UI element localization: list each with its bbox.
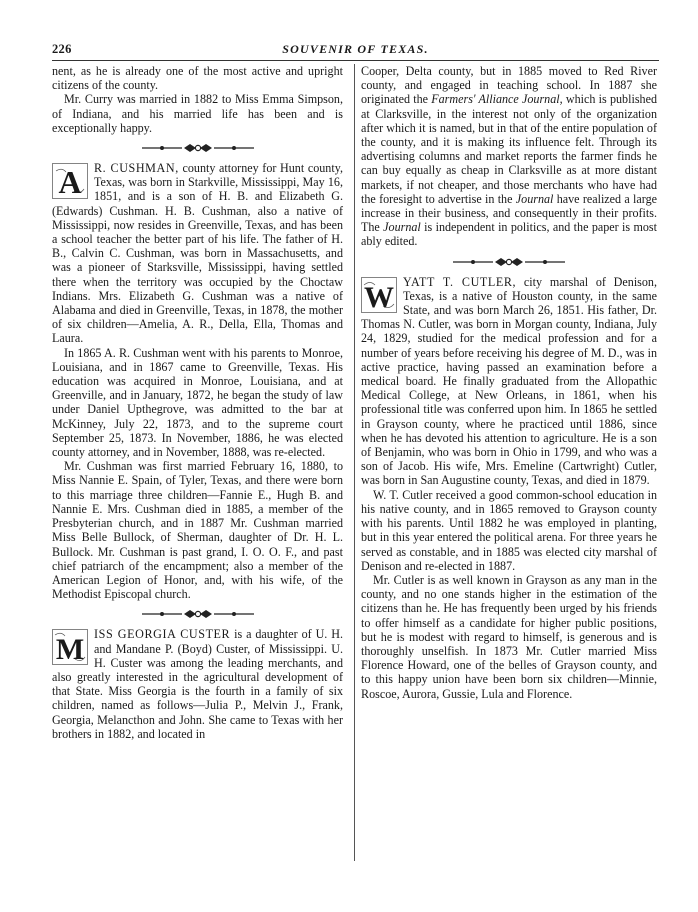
- cutler-name: YATT T. CUTLER,: [403, 274, 517, 289]
- drop-cap-w: [361, 277, 397, 313]
- cutler-paragraph-1: YATT T. CUTLER, city marshal of Denison, Texas, is a native of Houston county, in the same State, and was born March 26, 1851. His father, Dr. Thomas N. Cutler, was born in Morgan county, Indiana, July 24, 1829, studied for the medical profession and for a number of years before receiving his degree of M. D., was in active practice, having passed an examination before a medical board. He finally graduated from the Allopathic Medical College, at New Orleans, in 1861, when his professional title was conferred upon him. In 1865 he settled in Grayson county, where he practiced until 1886, since when he has devoted his attention to agriculture. He is a son of Benjamin, who was born in Ohio in 1799, and who was a son of Jacob. His wife, Mrs. Emeline (Cartwright) Cutler, was born in San Augustine county, Texas, and died in 1879.: [361, 274, 658, 488]
- section-ornament: [52, 135, 343, 161]
- right-column: [361, 64, 657, 701]
- svg-text:A: A: [58, 164, 82, 200]
- section-ornament: [361, 249, 657, 275]
- drop-cap-m: [52, 629, 88, 665]
- journal-title: Farmers' Alliance Journal,: [431, 92, 563, 107]
- header-rule: [52, 60, 659, 61]
- svg-text:M: M: [55, 633, 85, 666]
- running-title: SOUVENIR OF TEXAS.: [282, 42, 429, 56]
- ornament-divider-icon: [449, 257, 569, 267]
- ornamental-initial-icon: [52, 629, 88, 665]
- cutler-paragraph-2: W. T. Cutler received a good common-school education in his native county, and in 1865 removed to Grayson county with his parents. Until 1882 he was employed in planting, but in this year entered the political arena. For three years he served as constable, and in 1885 was elected city marshal of Denison and re-elected in 1887.: [361, 487, 657, 573]
- page-number: 226: [52, 42, 72, 56]
- continuation-paragraph: nent, as he is already one of the most active and upright citizens of the county.: [52, 64, 343, 93]
- column-rule: [354, 64, 355, 861]
- cushman-name: R. CUSHMAN,: [94, 161, 179, 176]
- custer-continuation: Cooper, Delta county, but in 1885 moved to Red River county, and engaged in teaching school. In 1887 she originated the Farmers' Alliance Journal, which is published at Clarksville, in the interest not only of the organization after which it is named, but in that of the entire population of the county, and it is making its influence felt. Through its advertising columns and market reports the farmer finds he can buy equally as cheap in Clarksville as at more distant markets, if not cheaper, and those merchants who have had the foresight to advertise in the Journal have realized a large increase in their business, and consequently in their profits. The Journal is independent in politics, and the paper is most ably edited.: [361, 64, 657, 249]
- custer-paragraph-1: ISS GEORGIA CUSTER is a daughter of U. H. and Mandane P. (Boyd) Custer, of Mississippi. U. H. Custer was among the leading merchants, and also greatly interested in the agricultural development of that State. Miss Georgia is the fourth in a family of six children, named as follows—Julia P., Melvin J., Frank, Georgia, Melancthon and John. She came to Texas with her brothers in 1882, and located in: [52, 627, 343, 741]
- left-column: [52, 64, 343, 741]
- cushman-paragraph-1: R. CUSHMAN, county attorney for Hunt county, Texas, was born in Starkville, Mississippi, May 16, 1851, and is a son of H. B. and Elizabeth G. (Edwards) Cushman. H. B. Cushman, also a native of Mississippi, now resides in Greenville, Texas, and has been a school teacher the better part of his life. The father of H. B., Calvin C. Cushman, was born in Massachusetts, and was a pioneer of Starksville, Mississippi, having settled there when the territory was occupied by the Choctaw Indians. Mrs. Elizabeth G. Cushman was a native of Alabama and died in Greenville, Texas, in 1878, the mother of six children—Amelia, A. R., Della, Ella, Thomas and Laura.: [52, 161, 344, 346]
- custer-biography: [52, 627, 343, 741]
- curry-marriage-paragraph: Mr. Curry was married in 1882 to Miss Emma Simpson, of Indiana, and his married life has been and is exceptionally happy.: [52, 92, 343, 135]
- drop-cap-a: [52, 163, 88, 199]
- svg-text:W: W: [364, 280, 394, 313]
- cushman-paragraph-2: In 1865 A. R. Cushman went with his parents to Monroe, Louisiana, and in 1867 came to Greenville, Texas. His education was acquired in Monroe, Louisiana, and at Greenville, and in January, 1872, he began the study of law under Daniel Upthegrove, was admitted to the bar at McKinney, July 22, 1873, and to the supreme court September 25, 1873. In November, 1886, he was elected county attorney, and in November, 1888, was re-elected.: [52, 345, 343, 460]
- ornament-divider-icon: [138, 609, 258, 619]
- ornamental-initial-icon: [52, 163, 88, 199]
- custer-name: ISS GEORGIA CUSTER: [94, 627, 231, 642]
- cushman-biography: [52, 161, 343, 601]
- ornament-divider-icon: [138, 143, 258, 153]
- cutler-biography: [361, 275, 657, 701]
- ornamental-initial-icon: [361, 277, 397, 313]
- cushman-paragraph-3: Mr. Cushman was first married February 16, 1880, to Miss Nannie E. Spain, of Tyler, Texas, and there were born to this marriage three children—Fannie E., Hugh B. and Nannie E. Mrs. Cushman died in 1885, a member of the Presbyterian church, and in 1887 Mr. Cushman married Miss Belle Bullock, of Sherman, daughter of Dr. H. L. Bullock. Mr. Cushman is past grand, I. O. O. F., and past chief patriarch of the encampment; also a member of the American Legion of Honor, and, with his wife, of the Methodist Episcopal church.: [52, 459, 343, 602]
- section-ornament: [52, 601, 343, 627]
- cutler-paragraph-3: Mr. Cutler is as well known in Grayson as any man in the county, and no one stands higher in the estimation of the citizens than he. He has frequently been urged by his friends to offer himself as a candidate for higher public positions, but he is modest with regard to himself, is generous and is thoroughly unselfish. In 1873 Mr. Cutler married Miss Florence Howard, one of the belles of Grayson county, and to this happy union have been born six children—Minnie, Roscoe, Aurora, Gussie, Lula and Florence.: [361, 572, 657, 701]
- page-header: [52, 42, 659, 58]
